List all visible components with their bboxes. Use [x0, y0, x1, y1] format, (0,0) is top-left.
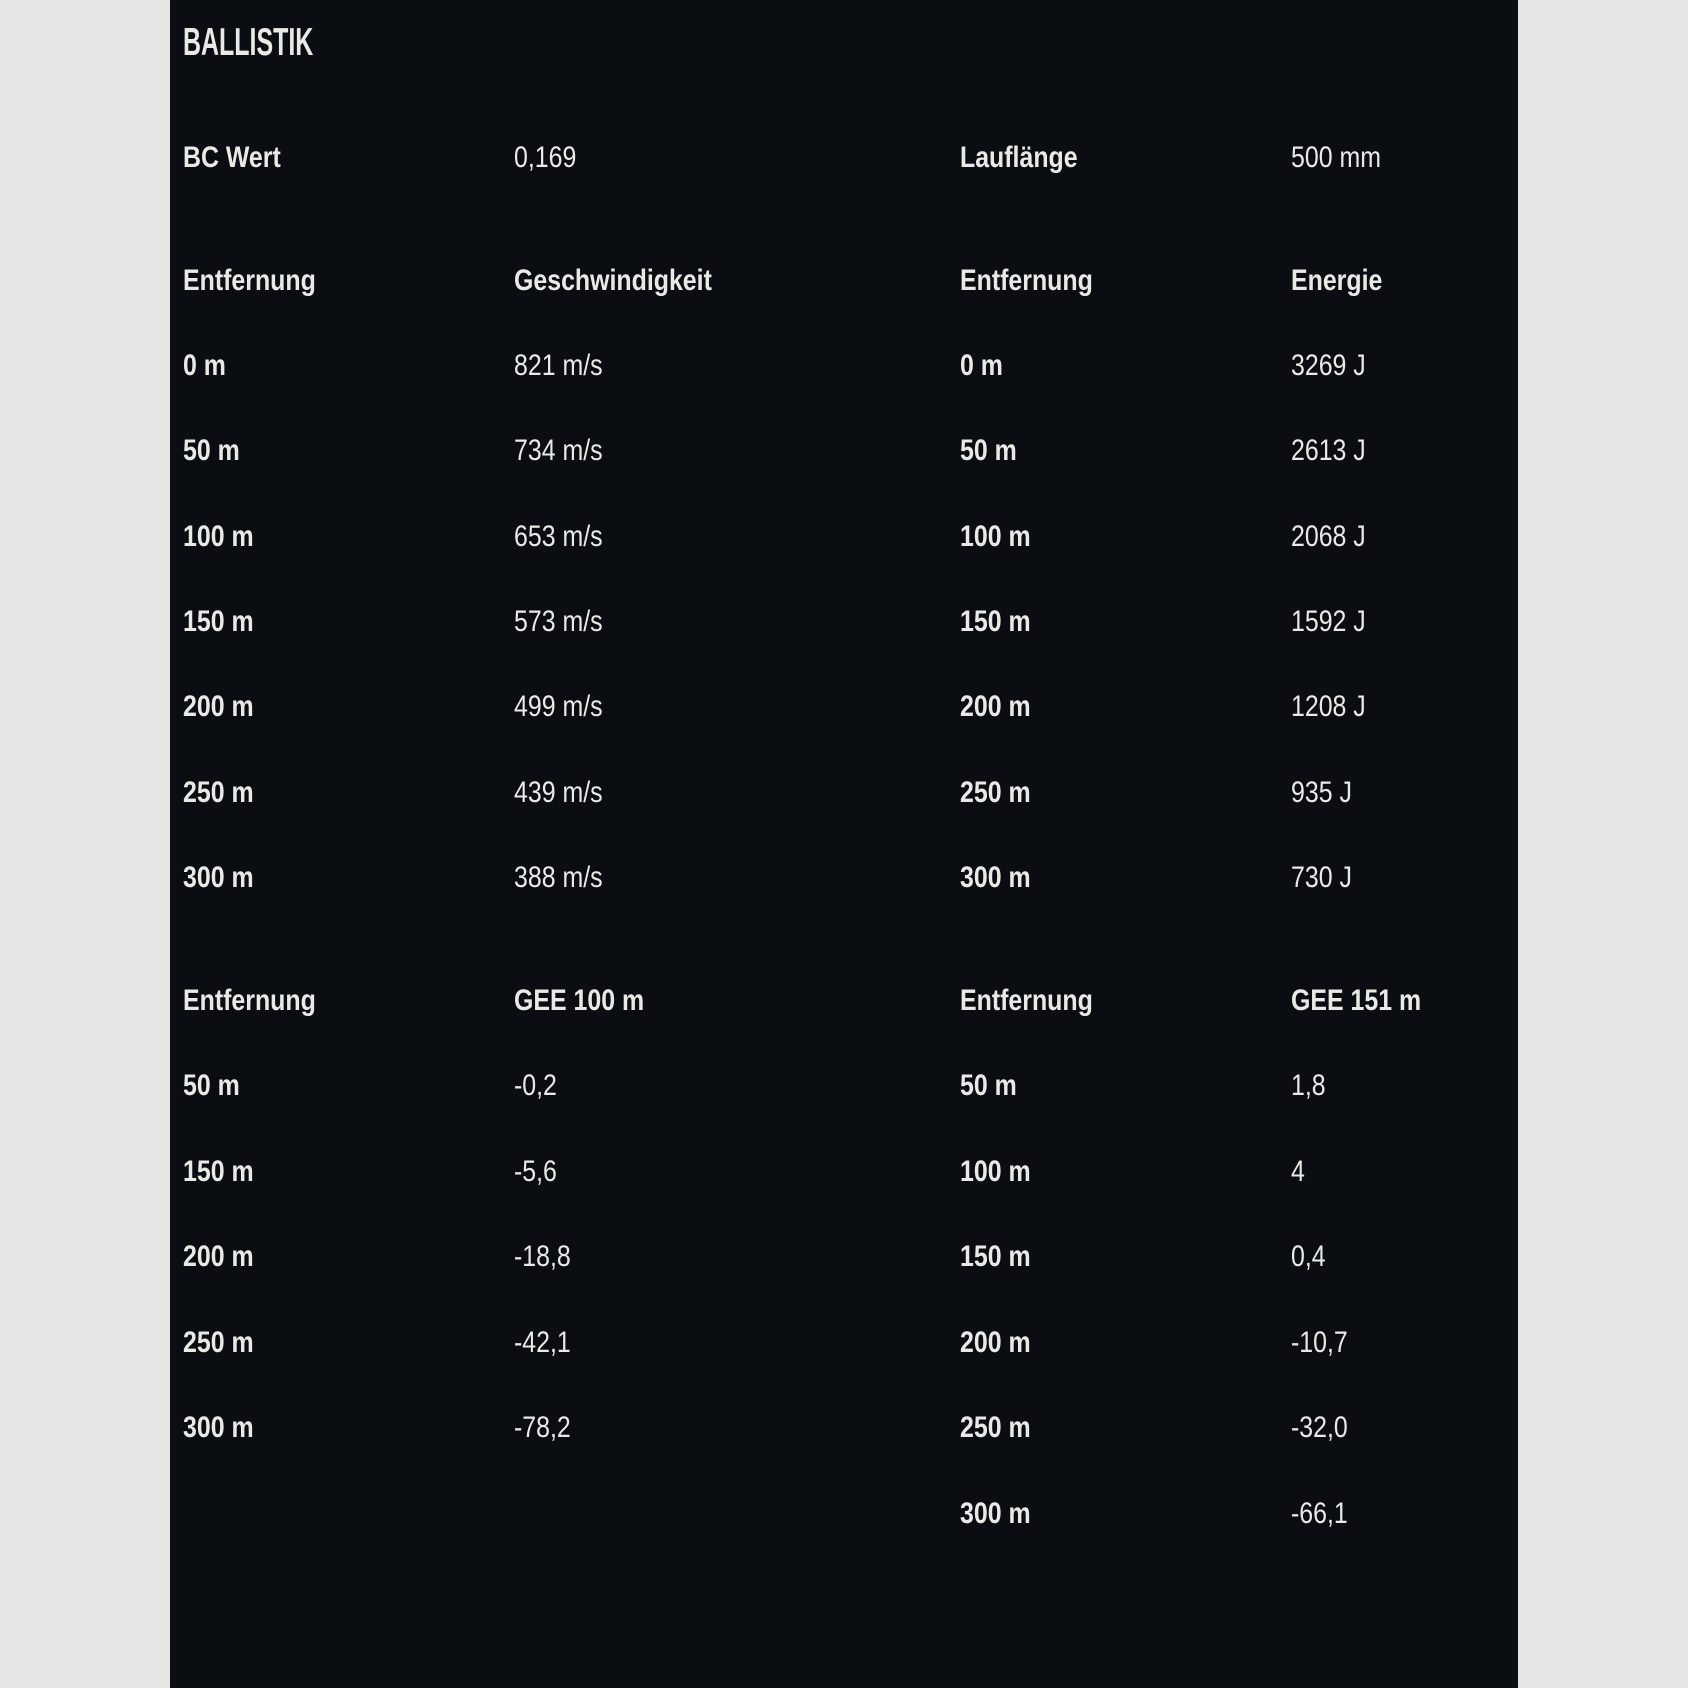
gee151-row-value: -32,0 [1291, 1411, 1348, 1444]
gee151-row-distance: 150 m [960, 1240, 1031, 1273]
velocity-row-distance: 50 m [183, 434, 240, 467]
gee100-distance-header: Entfernung [183, 984, 316, 1017]
velocity-row-value: 734 m/s [514, 434, 603, 467]
lauflaenge-value: 500 mm [1291, 141, 1381, 174]
velocity-row-distance: 100 m [183, 520, 254, 553]
velocity-row-value: 573 m/s [514, 605, 603, 638]
gee151-row-value: 0,4 [1291, 1240, 1326, 1273]
gee151-row-distance: 100 m [960, 1155, 1031, 1188]
gee100-row-distance: 250 m [183, 1326, 254, 1359]
gee151-row-distance: 300 m [960, 1497, 1031, 1530]
gee151-row-distance: 250 m [960, 1411, 1031, 1444]
gee151-distance-header: Entfernung [960, 984, 1093, 1017]
energy-row-distance: 200 m [960, 690, 1031, 723]
gee100-row-value: -42,1 [514, 1326, 571, 1359]
gee151-row-distance: 50 m [960, 1069, 1017, 1102]
bc-wert-label: BC Wert [183, 141, 281, 174]
bc-wert-value: 0,169 [514, 141, 577, 174]
gee100-row-value: -18,8 [514, 1240, 571, 1273]
gee100-row-distance: 300 m [183, 1411, 254, 1444]
energy-row-value: 3269 J [1291, 349, 1366, 382]
energy-distance-header: Entfernung [960, 264, 1093, 297]
gee100-row-distance: 200 m [183, 1240, 254, 1273]
energy-row-value: 2613 J [1291, 434, 1366, 467]
gee151-row-value: -10,7 [1291, 1326, 1348, 1359]
ballistics-panel [170, 0, 1518, 1688]
gee100-row-distance: 150 m [183, 1155, 254, 1188]
gee151-row-value: 1,8 [1291, 1069, 1326, 1102]
gee151-row-distance: 200 m [960, 1326, 1031, 1359]
gee151-value-header: GEE 151 m [1291, 984, 1422, 1017]
velocity-row-value: 499 m/s [514, 690, 603, 723]
energy-row-value: 1208 J [1291, 690, 1366, 723]
energy-row-distance: 50 m [960, 434, 1017, 467]
gee151-row-value: -66,1 [1291, 1497, 1348, 1530]
velocity-row-value: 439 m/s [514, 776, 603, 809]
energy-row-distance: 250 m [960, 776, 1031, 809]
lauflaenge-label: Lauflänge [960, 141, 1078, 174]
energy-row-distance: 0 m [960, 349, 1003, 382]
energy-row-distance: 150 m [960, 605, 1031, 638]
gee100-row-value: -78,2 [514, 1411, 571, 1444]
velocity-row-distance: 0 m [183, 349, 226, 382]
velocity-row-value: 653 m/s [514, 520, 603, 553]
velocity-row-distance: 150 m [183, 605, 254, 638]
gee100-row-distance: 50 m [183, 1069, 240, 1102]
energy-row-distance: 100 m [960, 520, 1031, 553]
gee100-row-value: -5,6 [514, 1155, 557, 1188]
gee100-row-value: -0,2 [514, 1069, 557, 1102]
energy-row-value: 1592 J [1291, 605, 1366, 638]
energy-row-distance: 300 m [960, 861, 1031, 894]
velocity-row-distance: 300 m [183, 861, 254, 894]
gee100-value-header: GEE 100 m [514, 984, 645, 1017]
velocity-row-distance: 250 m [183, 776, 254, 809]
velocity-distance-header: Entfernung [183, 264, 316, 297]
page-title-text: BALLISTIK [183, 21, 314, 64]
energy-row-value: 935 J [1291, 776, 1352, 809]
energy-value-header: Energie [1291, 264, 1383, 297]
velocity-row-value: 821 m/s [514, 349, 603, 382]
gee151-row-value: 4 [1291, 1155, 1305, 1188]
energy-row-value: 730 J [1291, 861, 1352, 894]
energy-row-value: 2068 J [1291, 520, 1366, 553]
velocity-row-distance: 200 m [183, 690, 254, 723]
page-title [183, 18, 387, 68]
velocity-value-header: Geschwindigkeit [514, 264, 712, 297]
velocity-row-value: 388 m/s [514, 861, 603, 894]
